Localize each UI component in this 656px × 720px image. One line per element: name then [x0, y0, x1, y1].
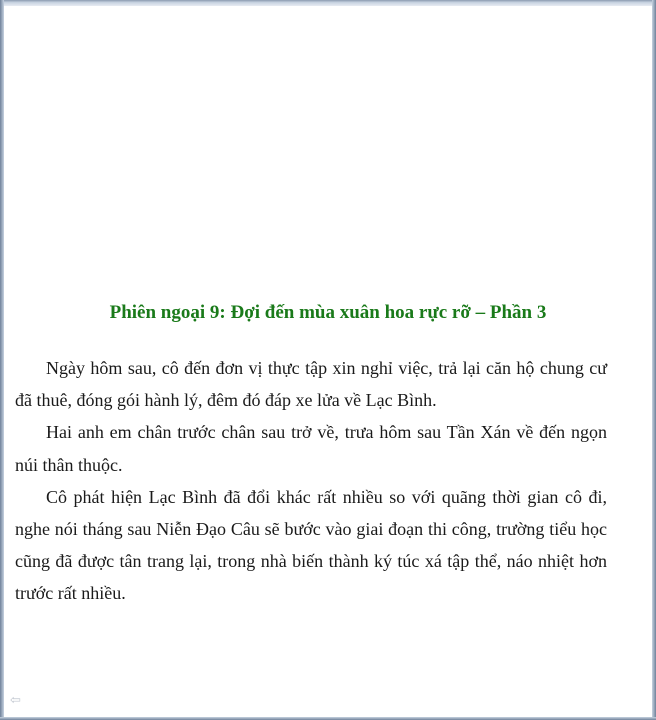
window-right-border — [652, 0, 656, 720]
paragraph: Ngày hôm sau, cô đến đơn vị thực tập xin nghỉ việc, trả lại căn hộ chung cư đã thuê, đóng gói hành lý, đêm đó đáp xe lửa về Lạc Bình. — [15, 358, 607, 411]
paragraph: Hai anh em chân trước chân sau trở về, trưa hôm sau Tần Xán về đến ngọn núi thân thuộc. — [15, 422, 607, 475]
paragraph: Cô phát hiện Lạc Bình đã đổi khác rất nhiều so với quãng thời gian cô đi, nghe nói tháng sau Niễn Đạo Câu sẽ bước vào giai đoạn thi công, trường tiểu học cũng đã được tân trang lại, trong nhà biến thành ký túc xá tập thể, náo nhiệt hơn trước rất nhiều. — [15, 486, 607, 604]
chapter-body — [15, 352, 607, 610]
back-arrow-icon[interactable]: ⇦ — [10, 693, 21, 708]
chapter-title: Phiên ngoại 9: Đợi đến mùa xuân hoa rực rỡ – Phần 3 — [109, 302, 547, 323]
